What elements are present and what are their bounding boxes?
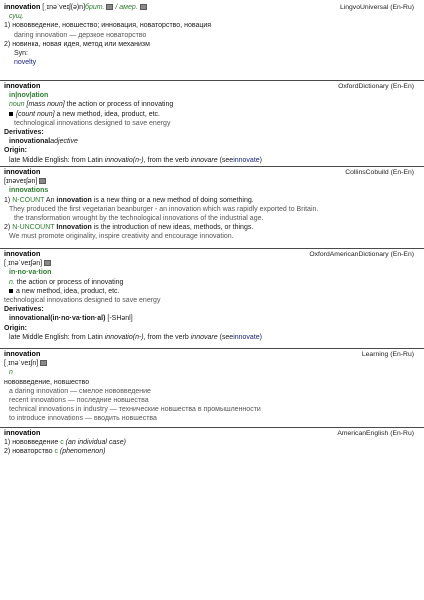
definition-1: noun [mass noun] the action or process of innovating bbox=[9, 101, 174, 109]
definition-1: n. the action or process of innovating bbox=[9, 278, 124, 286]
sense-1: 1) нововведение, новшество; инновация, новаторство, новация bbox=[4, 22, 212, 30]
transcription-row bbox=[4, 359, 420, 368]
example: the transformation wrought by the technological innovations of the industrial age. bbox=[14, 215, 264, 223]
plural-form: innovations bbox=[9, 187, 49, 195]
headword: innovation bbox=[4, 81, 41, 90]
bullet-square-icon bbox=[9, 112, 13, 116]
entry-header bbox=[4, 167, 420, 177]
synonym-link[interactable]: novelty bbox=[14, 59, 37, 67]
transcription: [ˌɪnəˈveɪʃ(ə)n] bbox=[42, 4, 86, 11]
entry-header bbox=[4, 428, 420, 438]
entry-oxford-american bbox=[0, 248, 424, 342]
syn-label: Syn: bbox=[14, 50, 29, 58]
derivatives-label: Derivatives: bbox=[4, 306, 44, 314]
syllables: in·no·va·tion bbox=[9, 269, 52, 277]
dictionary-name: OxfordDictionary (En-En) bbox=[338, 83, 414, 90]
bullet-square-icon bbox=[9, 289, 13, 293]
entry-learning bbox=[0, 348, 424, 424]
transcription: [ˌɪnəˈveɪʃn] bbox=[4, 360, 39, 368]
headword: innovation bbox=[4, 167, 41, 176]
sound-icon[interactable] bbox=[106, 4, 113, 10]
dictionary-name: OxfordAmericanDictionary (En-En) bbox=[309, 251, 414, 258]
derivative: innovationaladjective bbox=[9, 138, 78, 146]
derivatives-label: Derivatives: bbox=[4, 129, 44, 137]
transcription: [ɪnəveɪʃən] bbox=[4, 178, 38, 186]
dictionary-name: Learning (En-Ru) bbox=[361, 351, 414, 358]
entry-oxford-dictionary bbox=[0, 80, 424, 165]
transcription-row bbox=[4, 177, 420, 186]
part-of-speech: n bbox=[9, 369, 13, 377]
dictionary-name: AmericanEnglish (En-Ru) bbox=[337, 430, 414, 437]
headword: innovation bbox=[4, 249, 41, 258]
dictionary-name: LingvoUniversal (En-Ru) bbox=[339, 4, 414, 11]
origin-link[interactable]: innovate bbox=[233, 333, 260, 341]
sound-icon[interactable] bbox=[39, 178, 46, 184]
transcription-row bbox=[4, 259, 420, 268]
amer-label: / амер. bbox=[115, 4, 138, 11]
part-of-speech: сущ. bbox=[9, 13, 24, 21]
meaning: нововведение, новшество bbox=[4, 378, 90, 386]
example: technological innovations designed to save energy bbox=[4, 297, 161, 305]
entry-lingvo-universal bbox=[0, 2, 424, 67]
sense-1: 1) нововведение c (an individual case) bbox=[4, 439, 126, 447]
dictionary-name: CollinsCobuild (En-En) bbox=[345, 169, 414, 176]
example: technological innovations designed to save energy bbox=[14, 119, 171, 127]
entry-header bbox=[4, 2, 420, 12]
origin-link[interactable]: innovate bbox=[233, 156, 260, 164]
example: We must promote originality, inspire creativity and encourage innovation. bbox=[9, 233, 234, 241]
definition-2: [count noun] a new method, idea, product, etc. bbox=[4, 110, 420, 119]
entry-header bbox=[4, 81, 420, 91]
definition-2: a new method, idea, product, etc. bbox=[4, 287, 420, 296]
sense-1: 1) N-COUNT An innovation is a new thing or a new method of doing something. bbox=[4, 196, 254, 204]
derivative: innovational(in·no·va·tion·al) [-SHənl] bbox=[9, 315, 133, 323]
origin-label: Origin: bbox=[4, 147, 27, 155]
sound-icon[interactable] bbox=[140, 4, 147, 10]
sense-2: 2) N-UNCOUNT Innovation is the introduction of new ideas, methods, or things. bbox=[4, 224, 254, 232]
example: They produced the first vegetarian beanburger - an innovation which was rapidly exported to Britain. bbox=[9, 205, 319, 213]
transcription: [ˌɪnəˈveɪʃən] bbox=[4, 260, 43, 268]
headword: innovation bbox=[4, 2, 41, 11]
example: recent innovations — последние новшества bbox=[9, 397, 149, 405]
headword: innovation bbox=[4, 349, 41, 358]
example: to introduce innovations — вводить новшества bbox=[9, 415, 157, 423]
sound-icon[interactable] bbox=[44, 260, 51, 266]
origin: late Middle English: from Latin innovatio(n-), from the verb innovare (seeinnovate) bbox=[9, 333, 262, 341]
entry-collins-cobuild bbox=[0, 166, 424, 242]
entry-header bbox=[4, 249, 420, 259]
brit-label: брит. bbox=[85, 4, 105, 11]
example: daring innovation — дерзкое новаторство bbox=[14, 31, 147, 39]
example: technical innovations in industry — технические новшества в промышленности bbox=[9, 406, 261, 414]
entry-header bbox=[4, 349, 420, 359]
origin-label: Origin: bbox=[4, 324, 27, 332]
sense-2: 2) новаторство c (phenomenon) bbox=[4, 448, 106, 456]
sound-icon[interactable] bbox=[40, 360, 47, 366]
example: a daring innovation — смелое нововведение bbox=[9, 387, 151, 395]
headword: innovation bbox=[4, 428, 41, 437]
sense-2: 2) новинка, новая идея, метод или механизм bbox=[4, 40, 150, 48]
origin: late Middle English: from Latin innovatio(n-), from the verb innovare (seeinnovate) bbox=[9, 156, 262, 164]
syllables: in|nov|ation bbox=[9, 92, 49, 100]
entry-american-english bbox=[0, 427, 424, 457]
